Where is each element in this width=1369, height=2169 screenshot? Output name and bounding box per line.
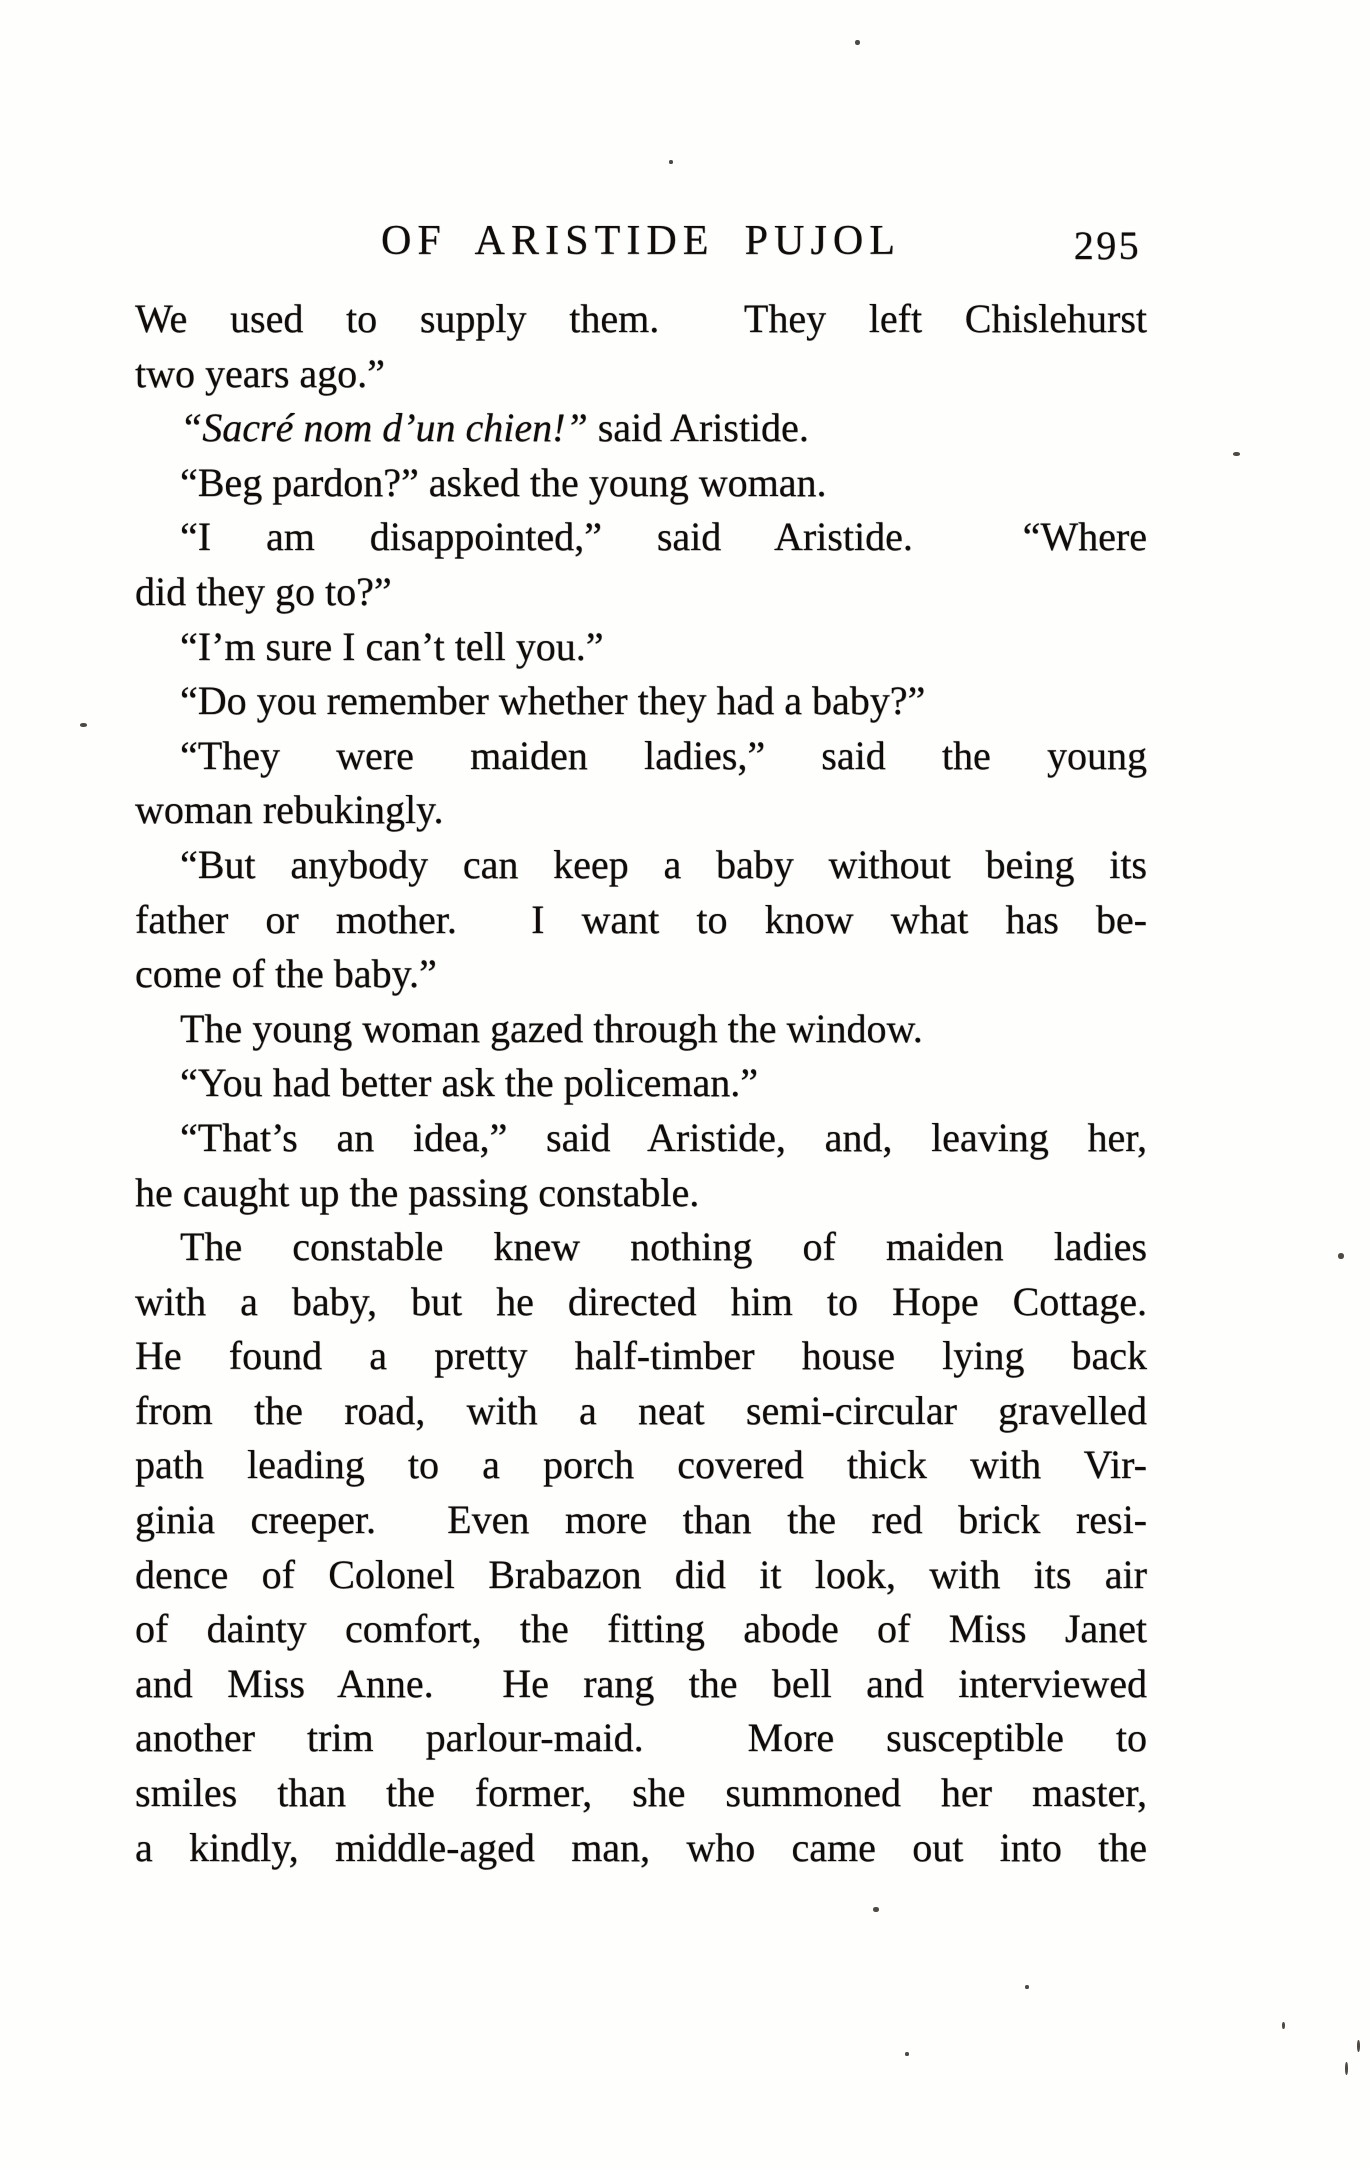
body-line — [135, 1821, 1147, 1876]
body-line — [135, 347, 1147, 402]
body-line — [135, 1602, 1147, 1657]
text-segment: did they go to?” — [135, 568, 392, 614]
french-phrase: “Sacré nom d’un chien!” — [180, 405, 588, 451]
body-line — [135, 510, 1147, 565]
body-line — [135, 1056, 1147, 1111]
page-number: 295 — [1073, 223, 1141, 268]
body-line — [135, 1657, 1147, 1712]
body-line — [135, 1329, 1147, 1384]
scan-speck — [669, 160, 673, 164]
body-line — [135, 620, 1147, 675]
body-line — [135, 1493, 1147, 1548]
text-segment: dence of Colonel Brabazon did it look, with its air — [135, 1551, 1147, 1597]
scan-speck — [80, 723, 87, 727]
body-line — [135, 783, 1147, 838]
body-line — [135, 1766, 1147, 1821]
body-line — [135, 838, 1147, 893]
body-line — [135, 456, 1147, 511]
text-segment: come of the baby.” — [135, 951, 437, 997]
text-segment: We used to supply them. They left Chislehurst — [135, 296, 1147, 341]
body-line — [135, 1438, 1147, 1493]
text-segment: and Miss Anne. He rang the bell and interviewed — [135, 1660, 1147, 1706]
text-segment: with a baby, but he directed him to Hope Cottage. — [135, 1278, 1147, 1324]
page-header — [135, 216, 1147, 268]
body-line — [135, 292, 1147, 347]
body-line — [135, 1548, 1147, 1603]
body-line — [135, 565, 1147, 620]
scan-speck — [905, 2052, 909, 2056]
text-segment: woman rebukingly. — [135, 787, 444, 833]
text-segment: two years ago.” — [135, 350, 385, 396]
body-line — [135, 1002, 1147, 1057]
text-segment: The constable knew nothing of maiden ladies — [180, 1224, 1147, 1270]
text-segment: father or mother. I want to know what has be- — [135, 896, 1147, 942]
body-text — [135, 292, 1147, 1875]
text-segment: smiles than the former, she summoned her master, — [135, 1770, 1147, 1816]
body-line — [135, 674, 1147, 729]
text-segment: from the road, with a neat semi-circular gravelled — [135, 1387, 1147, 1433]
body-line — [135, 947, 1147, 1002]
text-segment: said Aristide. — [587, 405, 809, 451]
scan-speck — [1338, 1253, 1344, 1259]
body-line — [135, 401, 1147, 456]
text-segment: “Do you remember whether they had a baby?” — [180, 678, 926, 724]
text-segment: “You had better ask the policeman.” — [180, 1060, 758, 1106]
body-line — [135, 1275, 1147, 1330]
text-segment: “I’m sure I can’t tell you.” — [180, 623, 604, 669]
running-title: OF ARISTIDE PUJOL — [380, 218, 902, 264]
scan-speck — [873, 1907, 879, 1912]
text-segment: another trim parlour-maid. More susceptible to — [135, 1715, 1147, 1761]
text-segment: “Beg pardon?” asked the young woman. — [180, 459, 827, 505]
body-line — [135, 1384, 1147, 1439]
text-segment: a kindly, middle-aged man, who came out into the — [135, 1824, 1147, 1870]
text-segment: “That’s an idea,” said Aristide, and, leaving her, — [180, 1114, 1147, 1160]
body-line — [135, 1166, 1147, 1221]
scan-speck — [1025, 1985, 1029, 1989]
scan-speck — [1345, 2062, 1348, 2075]
body-line — [135, 1111, 1147, 1166]
body-line — [135, 729, 1147, 784]
text-segment: he caught up the passing constable. — [135, 1169, 700, 1215]
scan-speck — [1282, 2022, 1285, 2029]
text-segment: The young woman gazed through the window. — [180, 1005, 923, 1051]
body-line — [135, 1220, 1147, 1275]
body-line — [135, 893, 1147, 948]
text-segment: “But anybody can keep a baby without being its — [180, 841, 1147, 887]
text-segment: “I am disappointed,” said Aristide. “Where — [180, 514, 1147, 560]
text-segment: path leading to a porch covered thick with Vir- — [135, 1442, 1147, 1488]
text-segment: ginia creeper. Even more than the red brick resi- — [135, 1497, 1147, 1543]
body-line — [135, 1711, 1147, 1766]
text-segment: of dainty comfort, the fitting abode of Miss Janet — [135, 1606, 1147, 1652]
scan-speck — [1357, 2040, 1360, 2052]
scan-speck — [855, 40, 860, 45]
text-segment: “They were maiden ladies,” said the young — [180, 732, 1147, 778]
text-segment: He found a pretty half-timber house lying back — [135, 1333, 1147, 1379]
scan-speck — [1233, 452, 1240, 456]
